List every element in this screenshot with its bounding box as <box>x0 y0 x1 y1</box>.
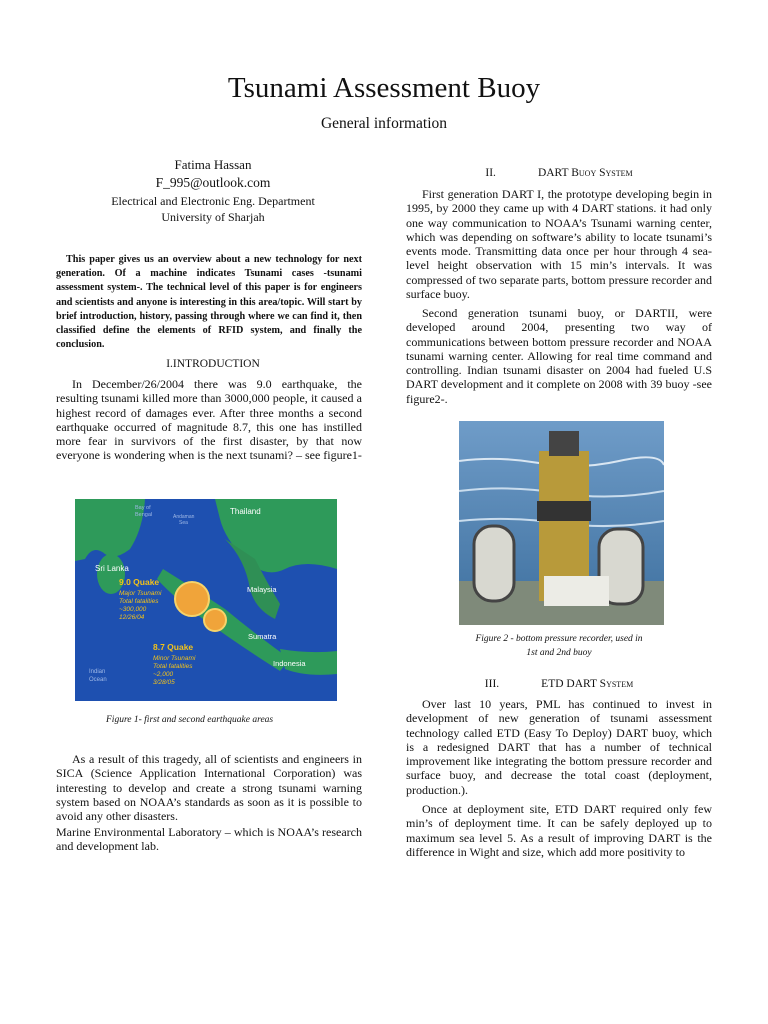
label-bengal: Bengal <box>135 512 153 518</box>
label-andaman: Andaman <box>173 514 195 520</box>
label-thailand: Thailand <box>230 507 261 516</box>
intro-paragraph-3: Marine Environmental Laboratory – which is NOAA’s research and development lab. <box>56 825 362 854</box>
section-3-title: ETD DART System <box>541 678 634 690</box>
figure-2-caption-line-2: 1st and 2nd buoy <box>526 648 592 658</box>
label-bay-of: Bay of <box>135 505 151 511</box>
author-email: F_995@outlook.com <box>155 175 271 190</box>
label-ocean: Ocean <box>89 677 107 683</box>
quake-2-title: 8.7 Quake <box>153 642 194 652</box>
quake-2-line-2: Total fatalities <box>153 663 193 670</box>
quake-1-line-4: 12/26/04 <box>119 614 145 621</box>
buoy-top-frame <box>549 431 579 456</box>
dart-paragraph-1: First generation DART I, the prototype developing begin in 1995, by 2000 they came up with 4 DART stations. it had only one way communication to NOAA’s Tsunami warning center, which was depending on software’s ability to locate tsunami’s events mode. Transmitting data once per hour through 4 sea-level height observation with 15 min’s intervals. It was compressed of two separate parts, bottom pressure recorder and surface buoy. <box>406 187 712 302</box>
figure-2-photo <box>459 421 664 625</box>
section-heading-dart <box>406 167 712 179</box>
section-2-number: II. <box>485 167 496 179</box>
label-sri-lanka: Sri Lanka <box>95 564 129 573</box>
figure-1-caption: Figure 1- first and second earthquake areas <box>106 715 274 725</box>
section-3-number: III. <box>484 678 500 690</box>
section-heading-introduction: I.INTRODUCTION <box>166 358 260 370</box>
quake-1-marker <box>175 582 209 616</box>
label-indonesia: Indonesia <box>273 659 306 668</box>
author-university: University of Sharjah <box>161 210 265 224</box>
white-crate <box>544 576 609 606</box>
etd-paragraph-2: Once at deployment site, ETD DART required only few min’s of deployment time. It can be safely deployed up to maximum sea level 5. As a result of improving DART is the difference in Wight and size, which add more positivity to <box>406 802 712 859</box>
quake-1-line-3: ~300,000 <box>119 606 147 613</box>
quake-1-title: 9.0 Quake <box>119 577 160 587</box>
quake-1-line-2: Total fatalities <box>119 598 159 605</box>
quake-2-line-1: Minor Tsunami <box>153 655 196 662</box>
abstract: This paper gives us an overview about a new technology for next generation. Of a machine indicates Tsunami cases -tsunami assessment system-. The technical level of this paper is for engineers and scientists and anyone is interesting in this area/topic. Will start by brief introduction, history, passing through where we can find it, then classified define the elements of RFID system, and finally the conclusion. <box>56 254 362 351</box>
sri-lanka-landmass <box>97 554 125 594</box>
section-heading-etd-dart <box>406 678 712 690</box>
intro-paragraph-2: As a result of this tragedy, all of scientists and engineers in SICA (Science Application International Corporation) was interesting to develop and create a strong tsunami warning system based on NOAA’s standards as soon as it is possible to avoid any other disasters. <box>56 752 362 824</box>
figure-2-caption-line-1: Figure 2 - bottom pressure recorder, used in <box>475 634 643 644</box>
paper-title: Tsunami Assessment Buoy <box>227 72 541 104</box>
label-malaysia: Malaysia <box>247 585 277 594</box>
quake-2-line-4: 3/28/05 <box>153 679 175 686</box>
author-department: Electrical and Electronic Eng. Department <box>111 194 315 208</box>
quake-2-line-3: ~2,000 <box>153 671 174 678</box>
buoy-band <box>537 501 591 521</box>
label-indian: Indian <box>89 669 106 675</box>
quake-2-marker <box>204 609 226 631</box>
label-andaman-sea: Sea <box>179 520 188 526</box>
left-float <box>474 526 514 601</box>
figure-1-map <box>75 499 337 701</box>
quake-1-line-1: Major Tsunami <box>119 590 162 597</box>
dart-paragraph-2: Second generation tsunami buoy, or DARTII, were developed around 2004, presenting two way of communications between bottom pressure recorder and NOAA tsunami warning center. Allowing for real time command and controlling. Indian tsunami disaster on 2004 had fueled U.S DART development and it complete on 2008 with 39 buoy -see figure2-. <box>406 306 712 406</box>
paper-subtitle: General information <box>320 115 448 132</box>
label-sumatra: Sumatra <box>248 632 277 641</box>
intro-paragraph-1: In December/26/2004 there was 9.0 earthquake, the resulting tsunami killed more than 3000,000 people, it caused a highest record of damages ever. After three months a second earthquake occurred of magnitude 8.7, this one has instilled more fear in survivors of the first disaster, by that now everyone is wondering when is the next tsunami? – see figure1- <box>56 377 362 463</box>
section-2-title: DART Buoy System <box>537 167 633 179</box>
author-name: Fatima Hassan <box>174 157 252 172</box>
etd-paragraph-1: Over last 10 years, PML has continued to invest in development of new generation of tsunami assessment technology called ETD (Easy To Deploy) DART buoy, which is a redesigned DART that has a number of technical improvement like integrating the bottom pressure recorder and surface buoy, and decrease the total coast (deployment, production.). <box>406 697 712 797</box>
